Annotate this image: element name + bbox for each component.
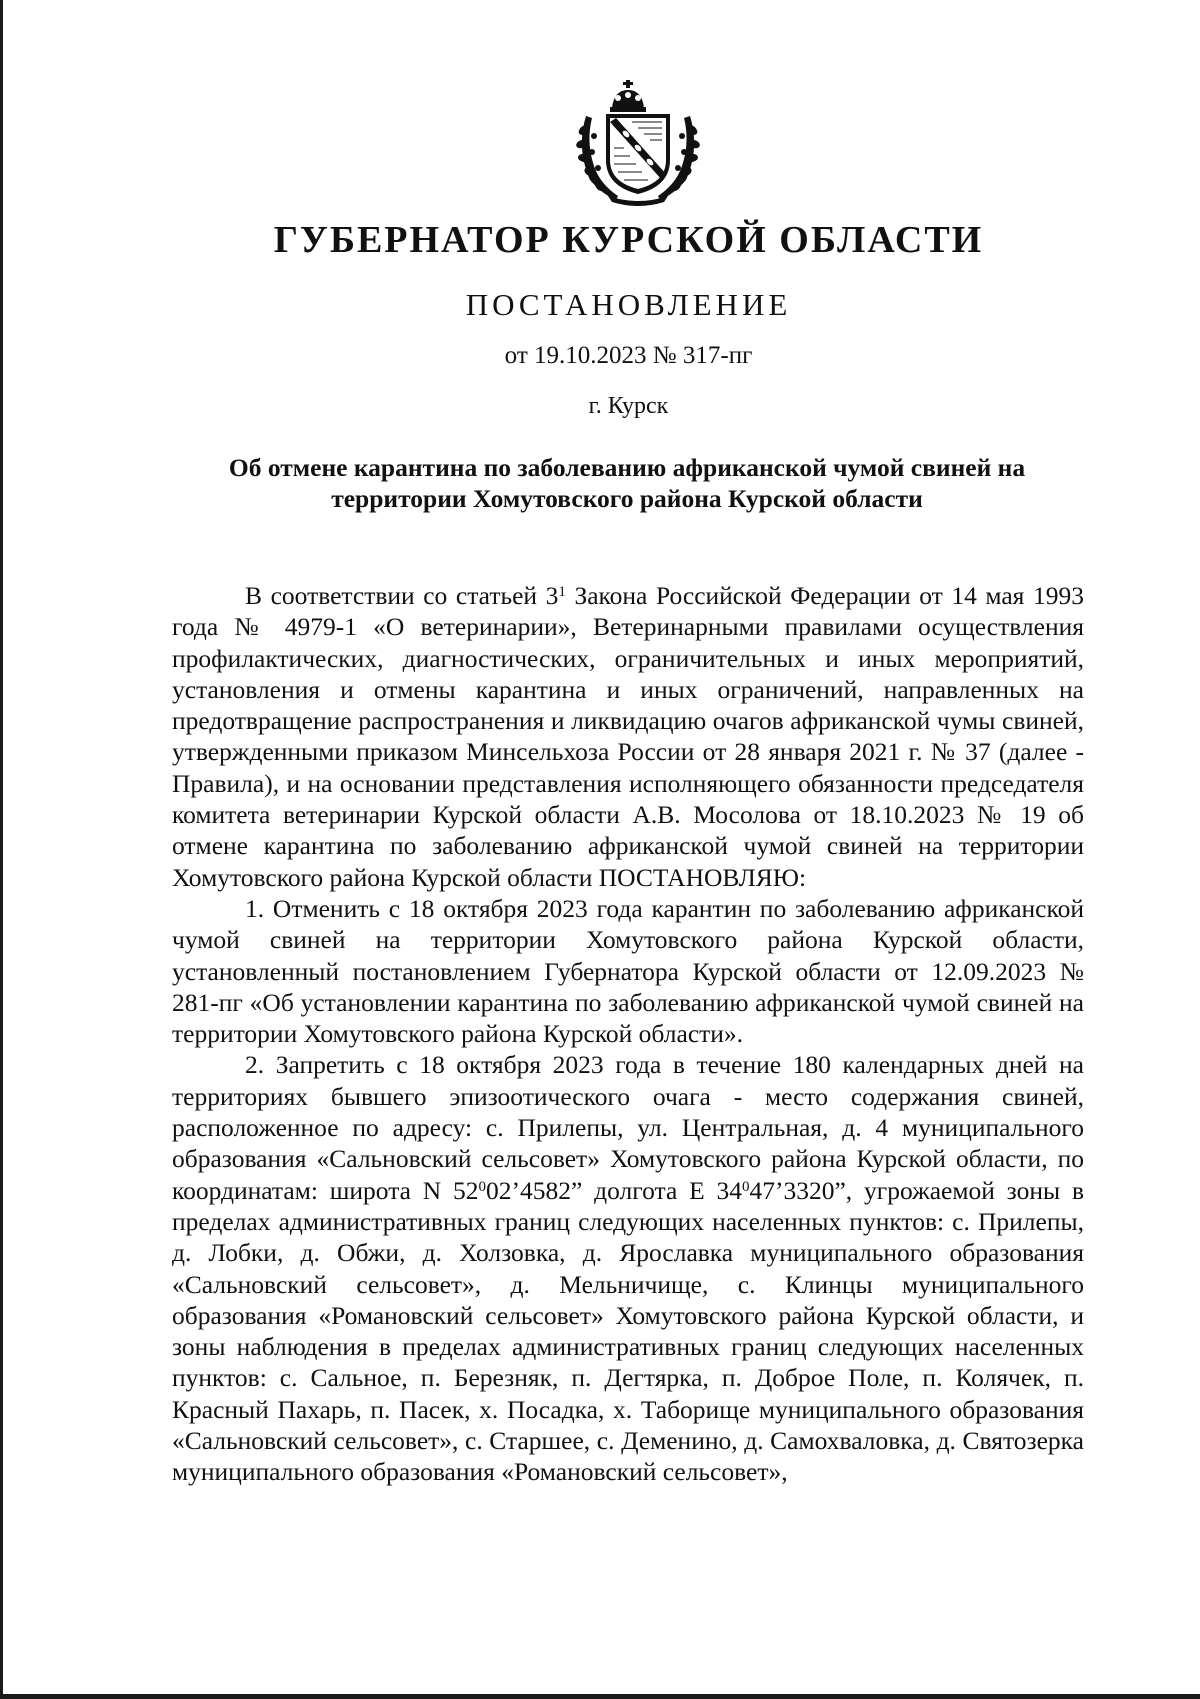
- item-2-text-c: 47’3320”, угрожаемой зоны в пределах административных границ следующих населенных пунктов: с. Прилепы, д. Лобки, д. Обжи, д. Холзовка, д. Ярославка муниципального образования «Сальновский сельсовет», д. Мельничище, с. Клинцы муниципального образования «Романовский сельсовет» Хомутовского района Курской области, и зоны наблюдения в пределах административных границ следующих населенных пунктов: с. Сальное, п. Березняк, п. Дегтярка, п. Доброе Поле, п. Колячек, п. Красный Пахарь, п. Пасек, х. Посадка, х. Таборище муниципального образования «Сальновский сельсовет», с. Старшее, с. Деменино, д. Самохваловка, д. Святозерка муниципального образования «Романовский сельсовет»,: [172, 1175, 1084, 1487]
- item-2-paragraph: [172, 1049, 1084, 1487]
- item-2-text-b: 02’4582” долгота Е 34: [486, 1175, 742, 1205]
- item-2-text-a: 2. Запретить с 18 октября 2023 года в течение 180 календарных дней на территориях бывшего эпизоотического очага - место содержания свиней, расположенное по адресу: с. Прилепы, ул. Центральная, д. 4 муниципального образования «Сальновский сельсовет» Хомутовского района Курской области, по координатам: широта N 52: [172, 1050, 1084, 1205]
- document-type: ПОСТАНОВЛЕНИЕ: [465, 287, 792, 322]
- issuing-authority: ГУБЕРНАТОР КУРСКОЙ ОБЛАСТИ: [273, 219, 984, 261]
- article-superscript: 1: [558, 584, 566, 600]
- document-city: г. Курск: [588, 393, 669, 419]
- document-date-number: от 19.10.2023 № 317-пг: [504, 342, 753, 369]
- latitude-degree-mark: 0: [478, 1178, 487, 1195]
- document-body: [172, 580, 1084, 1488]
- scan-edge-bottom: [0, 1694, 1200, 1699]
- preamble-text-b: Закона Российской Федерации от 14 мая 1993 года № 4979-1 «О ветеринарии», Ветеринарными правилами осуществления профилактических, диагностических, ограничительных и иных мероприятий, установления и отмены карантина и иных ограничений, направленных на предотвращение распространения и ликвидацию очагов африканской чумы свиней, утвержденными приказом Минсельхоза России от 28 января 2021 г. № 37 (далее - Правила), и на основании представления исполняющего обязанности председателя комитета ветеринарии Курской области А.В. Мосолова от 18.10.2023 № 19 об отмене карантина по заболеванию африканской чумой свиней на территории Хомутовского района Курской области ПОСТАНОВЛЯЮ:: [172, 581, 1084, 892]
- longitude-degree-mark: 0: [742, 1178, 750, 1195]
- preamble-paragraph: [172, 580, 1084, 893]
- document-title: [172, 452, 1082, 514]
- title-line-1: Об отмене карантина по заболеванию африканской чумой свиней на: [228, 453, 1026, 482]
- coat-of-arms-emblem: [572, 78, 704, 206]
- item-1-paragraph: 1. Отменить с 18 октября 2023 года карантин по заболеванию африканской чумой свиней на территории Хомутовского района Курской области, установленный постановлением Губернатора Курской области от 12.09.2023 № 281-пг «Об установлении карантина по заболеванию африканской чумой свиней на территории Хомутовского района Курской области».: [172, 893, 1084, 1049]
- title-line-2: территории Хомутовского района Курской области: [331, 484, 923, 513]
- preamble-text-a: В соответствии со статьей 3: [245, 581, 559, 610]
